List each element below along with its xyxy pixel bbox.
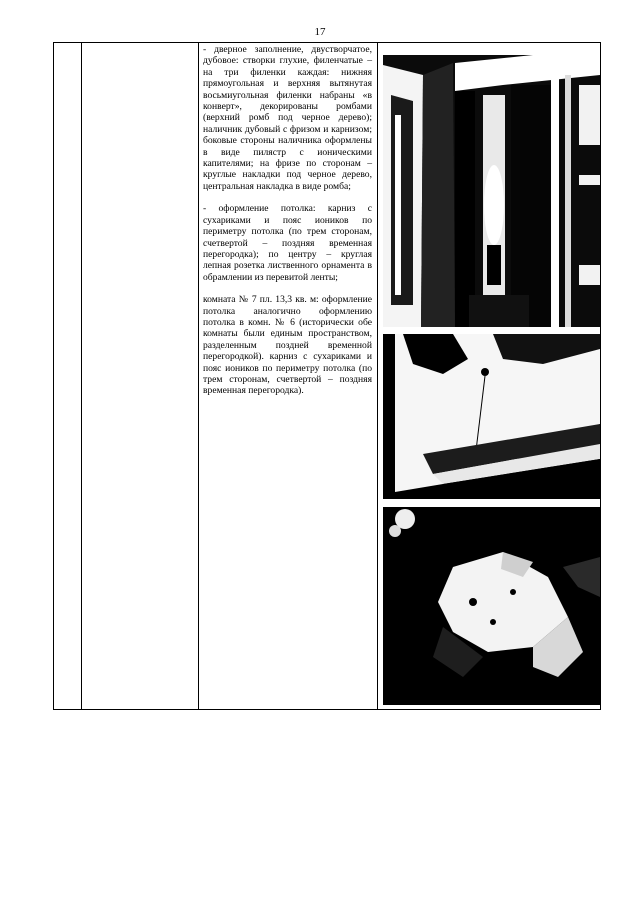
- column-divider-2: [198, 43, 199, 709]
- column-divider-1: [81, 43, 82, 709]
- door-description: - дверное заполнение, двустворчатое, дубовое: створки глухие, филенчатые – на три филенки каждая: нижняя прямоугольная и верхняя вытянутая восьмиугольная филенки набраны «в конверт», декорированы ромбами (верхний ромб под черное дерево); наличник дубовый с фризом и карнизом; боковые стороны наличника оформлены в виде пилястр с ионическими капителями; на фризе по сторонам – круглые накладки под черное дерево, центральная накладка в виде ромба;: [203, 44, 372, 192]
- document-table: [53, 42, 601, 710]
- page-number: 17: [314, 26, 326, 38]
- description-cell: [203, 43, 372, 397]
- ceiling-cornice-photo: [383, 334, 600, 499]
- door-photo: [383, 55, 600, 327]
- column-divider-3: [377, 43, 378, 709]
- room-7-description: комната № 7 пл. 13,3 кв. м: оформление потолка аналогично оформлению потолка в комн. № 6 (исторически обе комнаты были единым пространством, разделенным поздней временной перегородкой). карниз с сухариками и пояс иоников по периметру потолка (по трем сторонам, счетвертой – поздняя временная перегородка).: [203, 294, 372, 397]
- ceiling-rosette-photo: [383, 507, 600, 705]
- ceiling-description: - оформление потолка: карниз с сухариками и пояс иоников по периметру потолка (по трем сторонам, счетвертой – поздняя временная перегородка); по центру – круглая лепная розетка лиственного орнамента в обрамлении из перевитой ленты;: [203, 203, 372, 283]
